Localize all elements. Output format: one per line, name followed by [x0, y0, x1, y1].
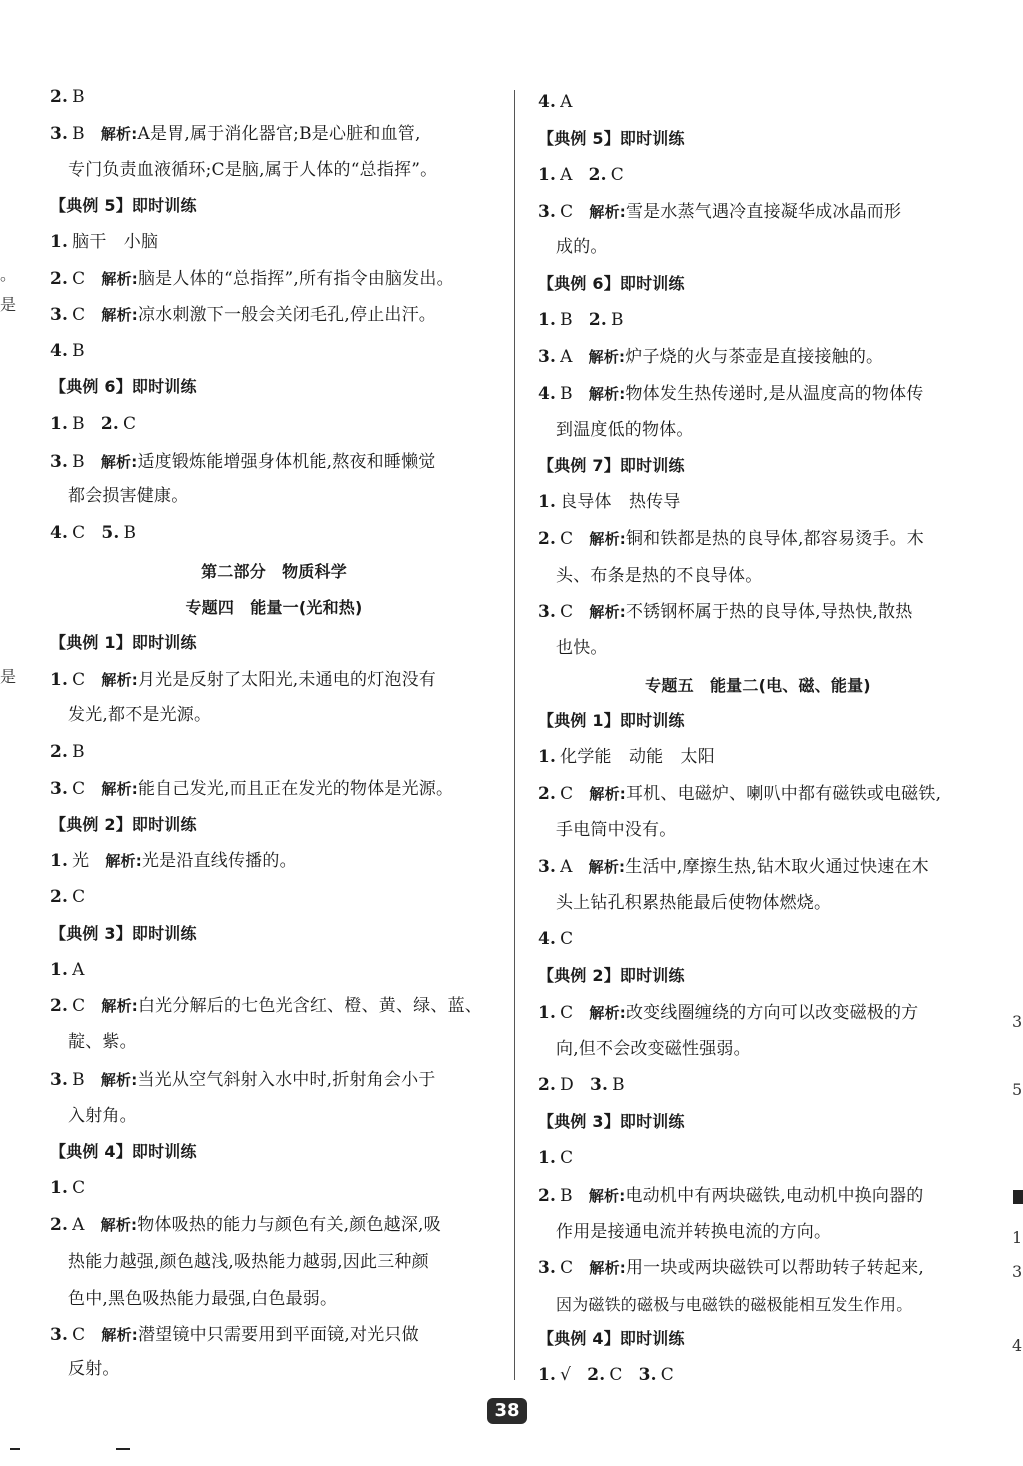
answer: B [72, 452, 85, 472]
analysis-continuation: 色中,黑色吸热能力最强,白色最弱。 [68, 1289, 338, 1309]
analysis-label: 解析: [589, 203, 626, 221]
page-number: 38 [487, 1398, 527, 1424]
question-number: 2. [588, 310, 608, 330]
answer: 良导体 热传导 [560, 492, 681, 512]
section-heading: 【典例 5】即时训练 [50, 196, 197, 215]
answer-line [538, 782, 978, 806]
answer-line [538, 527, 978, 551]
analysis-text: 用一块或两块磁铁可以帮助转子转起来, [625, 1258, 924, 1278]
section-heading: 【典例 4】即时训练 [538, 1329, 685, 1348]
answer-line [50, 1068, 498, 1092]
answer: C [72, 887, 86, 907]
answer: A [560, 165, 573, 185]
answer: 光 [72, 851, 90, 871]
analysis-text: 凉水刺激下一般会关闭毛孔,停止出汗。 [137, 305, 436, 325]
answer-line [538, 1363, 978, 1387]
section-heading: 【典例 7】即时训练 [538, 456, 685, 475]
answer-line [538, 745, 978, 769]
crop-mark [116, 1448, 130, 1450]
question-number: 3. [50, 305, 69, 325]
answer: B [72, 341, 85, 361]
answer-line [50, 85, 498, 109]
answer: 化学能 动能 太阳 [560, 747, 715, 767]
analysis-continuation: 头、布条是热的不良导体。 [556, 566, 763, 586]
answer-line [50, 849, 498, 873]
analysis-continuation: 头上钻孔积累热能最后使物体燃烧。 [556, 893, 832, 913]
analysis-label: 解析: [101, 671, 138, 689]
analysis-text: 脑是人体的“总指挥”,所有指令由脑发出。 [137, 269, 454, 289]
question-number: 3. [538, 1258, 557, 1278]
question-number: 3. [638, 1365, 657, 1385]
answer-line [50, 521, 498, 545]
question-number: 2. [50, 269, 69, 289]
answer: C [560, 1003, 574, 1023]
analysis-continuation: 向,但不会改变磁性强弱。 [556, 1039, 751, 1059]
answer: C [72, 779, 86, 799]
analysis-label: 解析: [100, 125, 138, 143]
answer: C [72, 305, 86, 325]
analysis-label: 解析: [101, 780, 138, 798]
edge-fragment: 3 [1012, 1012, 1023, 1031]
question-number: 1. [50, 232, 69, 252]
question-number: 1. [538, 165, 557, 185]
question-number: 1. [538, 492, 557, 512]
answer: A [560, 857, 573, 877]
question-number: 4. [50, 523, 69, 543]
topic-title: 专题四 能量一(光和热) [185, 598, 363, 617]
analysis-text: 光是沿直线传播的。 [141, 851, 297, 871]
question-number: 2. [50, 742, 69, 762]
edge-fragment: 。 [0, 265, 17, 284]
analysis-text: 不锈钢杯属于热的良导体,导热快,散热 [625, 602, 913, 622]
question-number: 1. [50, 414, 69, 434]
analysis-label: 解析: [100, 453, 138, 471]
analysis-text: 耳机、电磁炉、喇叭中都有磁铁或电磁铁, [625, 784, 942, 804]
question-number: 1. [538, 1148, 557, 1168]
analysis-label: 解析: [589, 1004, 626, 1022]
answer-line [50, 122, 498, 146]
question-number: 3. [50, 1325, 69, 1345]
question-number: 3. [538, 202, 557, 222]
answer-line [538, 1146, 978, 1170]
answer: B [612, 1075, 625, 1095]
analysis-text: 雪是水蒸气遇冷直接凝华成冰晶而形 [625, 202, 902, 222]
question-number: 2. [587, 1365, 606, 1385]
answer: D [560, 1075, 574, 1095]
question-number: 3. [538, 347, 557, 367]
analysis-label: 解析: [101, 270, 138, 288]
question-number: 2. [50, 1215, 69, 1235]
analysis-label: 解析: [588, 858, 626, 876]
answer: √ [560, 1365, 572, 1385]
question-number: 1. [50, 960, 69, 980]
question-number: 2. [538, 784, 557, 804]
section-heading: 【典例 2】即时训练 [50, 815, 197, 834]
answer: A [72, 1215, 85, 1235]
answer-line [50, 412, 498, 436]
answer-line [538, 600, 978, 624]
question-number: 2. [538, 529, 557, 549]
question-number: 2. [100, 414, 120, 434]
analysis-text: 铜和铁都是热的良导体,都容易烫手。木 [625, 529, 924, 549]
section-heading: 【典例 6】即时训练 [538, 274, 685, 293]
question-number: 4. [538, 92, 557, 112]
analysis-text: A是胃,属于消化器官;B是心脏和血管, [137, 124, 421, 144]
answer-line [50, 1213, 498, 1237]
answer: C [560, 1258, 574, 1278]
answer-line [538, 1001, 978, 1025]
answer-line [50, 668, 498, 692]
question-number: 3. [50, 1070, 69, 1090]
question-number: 2. [50, 887, 69, 907]
answer: C [560, 529, 574, 549]
answer-line [538, 490, 978, 514]
answer-line [50, 885, 498, 909]
answer: B [72, 742, 85, 762]
answer-line [538, 927, 978, 951]
answer: B [560, 384, 573, 404]
analysis-continuation: 反射。 [68, 1359, 120, 1379]
question-number: 3. [590, 1075, 609, 1095]
analysis-continuation: 靛、紫。 [68, 1032, 137, 1052]
question-number: 1. [538, 310, 557, 330]
answer-line [538, 1184, 978, 1208]
answer: B [72, 1070, 85, 1090]
answer-line [50, 777, 498, 801]
answer: C [560, 602, 574, 622]
answer: C [560, 929, 574, 949]
question-number: 5. [101, 523, 120, 543]
analysis-text: 当光从空气斜射入水中时,折射角会小于 [137, 1070, 436, 1090]
crop-mark [10, 1448, 20, 1450]
answer-line [538, 855, 978, 879]
analysis-label: 解析: [588, 1187, 626, 1205]
section-heading: 【典例 1】即时训练 [50, 633, 197, 652]
answer-line [50, 740, 498, 764]
answer-line [50, 339, 498, 363]
analysis-text: 改变线圈缠绕的方向可以改变磁极的方 [625, 1003, 919, 1023]
question-number: 3. [50, 779, 69, 799]
answer: B [72, 124, 85, 144]
answer-line [538, 200, 978, 224]
analysis-label: 解析: [101, 997, 138, 1015]
answer-line [538, 1256, 978, 1280]
edge-fragment: 是 [0, 295, 17, 314]
answer: C [560, 784, 574, 804]
analysis-label: 解析: [105, 852, 142, 870]
question-number: 3. [538, 602, 557, 622]
section-heading: 【典例 1】即时训练 [538, 711, 685, 730]
answer: C [609, 1365, 623, 1385]
question-number: 4. [50, 341, 69, 361]
answer: 脑干 小脑 [72, 232, 159, 252]
analysis-continuation: 发光,都不是光源。 [68, 705, 212, 725]
answer-line [538, 382, 978, 406]
question-number: 4. [538, 384, 557, 404]
analysis-continuation: 因为磁铁的磁极与电磁铁的磁极能相互发生作用。 [556, 1295, 913, 1314]
analysis-label: 解析: [589, 785, 626, 803]
analysis-text: 月光是反射了太阳光,未通电的灯泡没有 [137, 670, 436, 690]
question-number: 3. [50, 452, 69, 472]
question-number: 2. [50, 87, 69, 107]
analysis-label: 解析: [589, 530, 626, 548]
edge-fragment: 3 [1012, 1262, 1023, 1281]
analysis-continuation: 热能力越强,颜色越浅,吸热能力越弱,因此三种颜 [68, 1252, 429, 1272]
question-number: 2. [50, 996, 69, 1016]
analysis-text: 适度锻炼能增强身体机能,熬夜和睡懒觉 [137, 452, 436, 472]
analysis-continuation: 入射角。 [68, 1106, 137, 1126]
answer: C [123, 414, 137, 434]
answer-line [50, 303, 498, 327]
edge-fragment: 4 [1012, 1336, 1023, 1355]
answer: A [560, 92, 573, 112]
analysis-text: 炉子烧的火与茶壶是直接接触的。 [625, 347, 884, 367]
question-number: 4. [538, 929, 557, 949]
section-heading: 【典例 3】即时训练 [538, 1112, 685, 1131]
answer: B [72, 87, 85, 107]
column-divider [514, 90, 515, 1380]
edge-fragment: 1 [1012, 1228, 1023, 1247]
analysis-label: 解析: [101, 306, 138, 324]
answer: B [123, 523, 137, 543]
edge-fragment: 是 [0, 667, 17, 686]
question-number: 3. [50, 124, 69, 144]
question-number: 1. [50, 1178, 69, 1198]
answer: B [560, 310, 573, 330]
analysis-continuation: 到温度低的物体。 [556, 420, 694, 440]
analysis-label: 解析: [588, 348, 626, 366]
section-heading: 【典例 4】即时训练 [50, 1142, 197, 1161]
answer-line [538, 1073, 978, 1097]
section-heading: 【典例 5】即时训练 [538, 129, 685, 148]
question-number: 2. [538, 1186, 557, 1206]
answer: B [611, 310, 624, 330]
question-number: 1. [538, 1365, 557, 1385]
answer: C [660, 1365, 674, 1385]
analysis-continuation: 都会损害健康。 [68, 486, 189, 506]
answer: B [560, 1186, 573, 1206]
analysis-label: 解析: [100, 1071, 138, 1089]
part-title: 第二部分 物质科学 [201, 562, 347, 581]
analysis-label: 解析: [101, 1326, 138, 1344]
analysis-label: 解析: [588, 385, 626, 403]
analysis-label: 解析: [589, 603, 626, 621]
answer: A [560, 347, 573, 367]
analysis-continuation: 手电筒中没有。 [556, 820, 677, 840]
answer: B [72, 414, 85, 434]
answer: A [72, 960, 85, 980]
analysis-text: 白光分解后的七色光含红、橙、黄、绿、蓝、 [137, 996, 482, 1016]
section-heading: 【典例 2】即时训练 [538, 966, 685, 985]
analysis-continuation: 成的。 [556, 237, 608, 257]
answer-line [50, 1323, 498, 1347]
analysis-continuation: 作用是接通电流并转换电流的方向。 [556, 1222, 832, 1242]
answer-line [50, 958, 498, 982]
question-number: 1. [538, 1003, 557, 1023]
section-heading: 【典例 6】即时训练 [50, 377, 197, 396]
answer: C [560, 1148, 574, 1168]
analysis-continuation: 也快。 [556, 638, 608, 658]
answer: C [72, 1178, 86, 1198]
answer: C [72, 670, 86, 690]
answer-line [50, 230, 498, 254]
question-number: 2. [538, 1075, 557, 1095]
answer-line [50, 994, 498, 1018]
answer-line [50, 450, 498, 474]
section-heading: 【典例 3】即时训练 [50, 924, 197, 943]
analysis-continuation: 专门负责血液循环;C是脑,属于人体的“总指挥”。 [68, 160, 438, 180]
answer: C [72, 269, 86, 289]
question-number: 3. [538, 857, 557, 877]
analysis-text: 能自己发光,而且正在发光的物体是光源。 [137, 779, 454, 799]
answer-line [50, 1176, 498, 1200]
answer-line [538, 90, 978, 114]
answer-line [50, 267, 498, 291]
answer: C [72, 523, 86, 543]
topic-title: 专题五 能量二(电、磁、能量) [645, 676, 871, 695]
answer: C [610, 165, 625, 185]
analysis-text: 电动机中有两块磁铁,电动机中换向器的 [625, 1186, 924, 1206]
analysis-label: 解析: [100, 1216, 138, 1234]
answer-line [538, 163, 978, 187]
question-number: 2. [588, 165, 607, 185]
answer: C [560, 202, 574, 222]
edge-fragment: 5 [1012, 1080, 1023, 1099]
answer: C [72, 1325, 86, 1345]
analysis-text: 生活中,摩擦生热,钻木取火通过快速在木 [625, 857, 929, 877]
answer: C [72, 996, 86, 1016]
question-number: 1. [538, 747, 557, 767]
answer-line [538, 308, 978, 332]
analysis-text: 物体发生热传递时,是从温度高的物体传 [625, 384, 924, 404]
question-number: 1. [50, 670, 69, 690]
analysis-label: 解析: [589, 1259, 626, 1277]
question-number: 1. [50, 851, 69, 871]
edge-mark [1013, 1190, 1023, 1204]
analysis-text: 潜望镜中只需要用到平面镜,对光只做 [137, 1325, 419, 1345]
analysis-text: 物体吸热的能力与颜色有关,颜色越深,吸 [137, 1215, 441, 1235]
answer-line [538, 345, 978, 369]
